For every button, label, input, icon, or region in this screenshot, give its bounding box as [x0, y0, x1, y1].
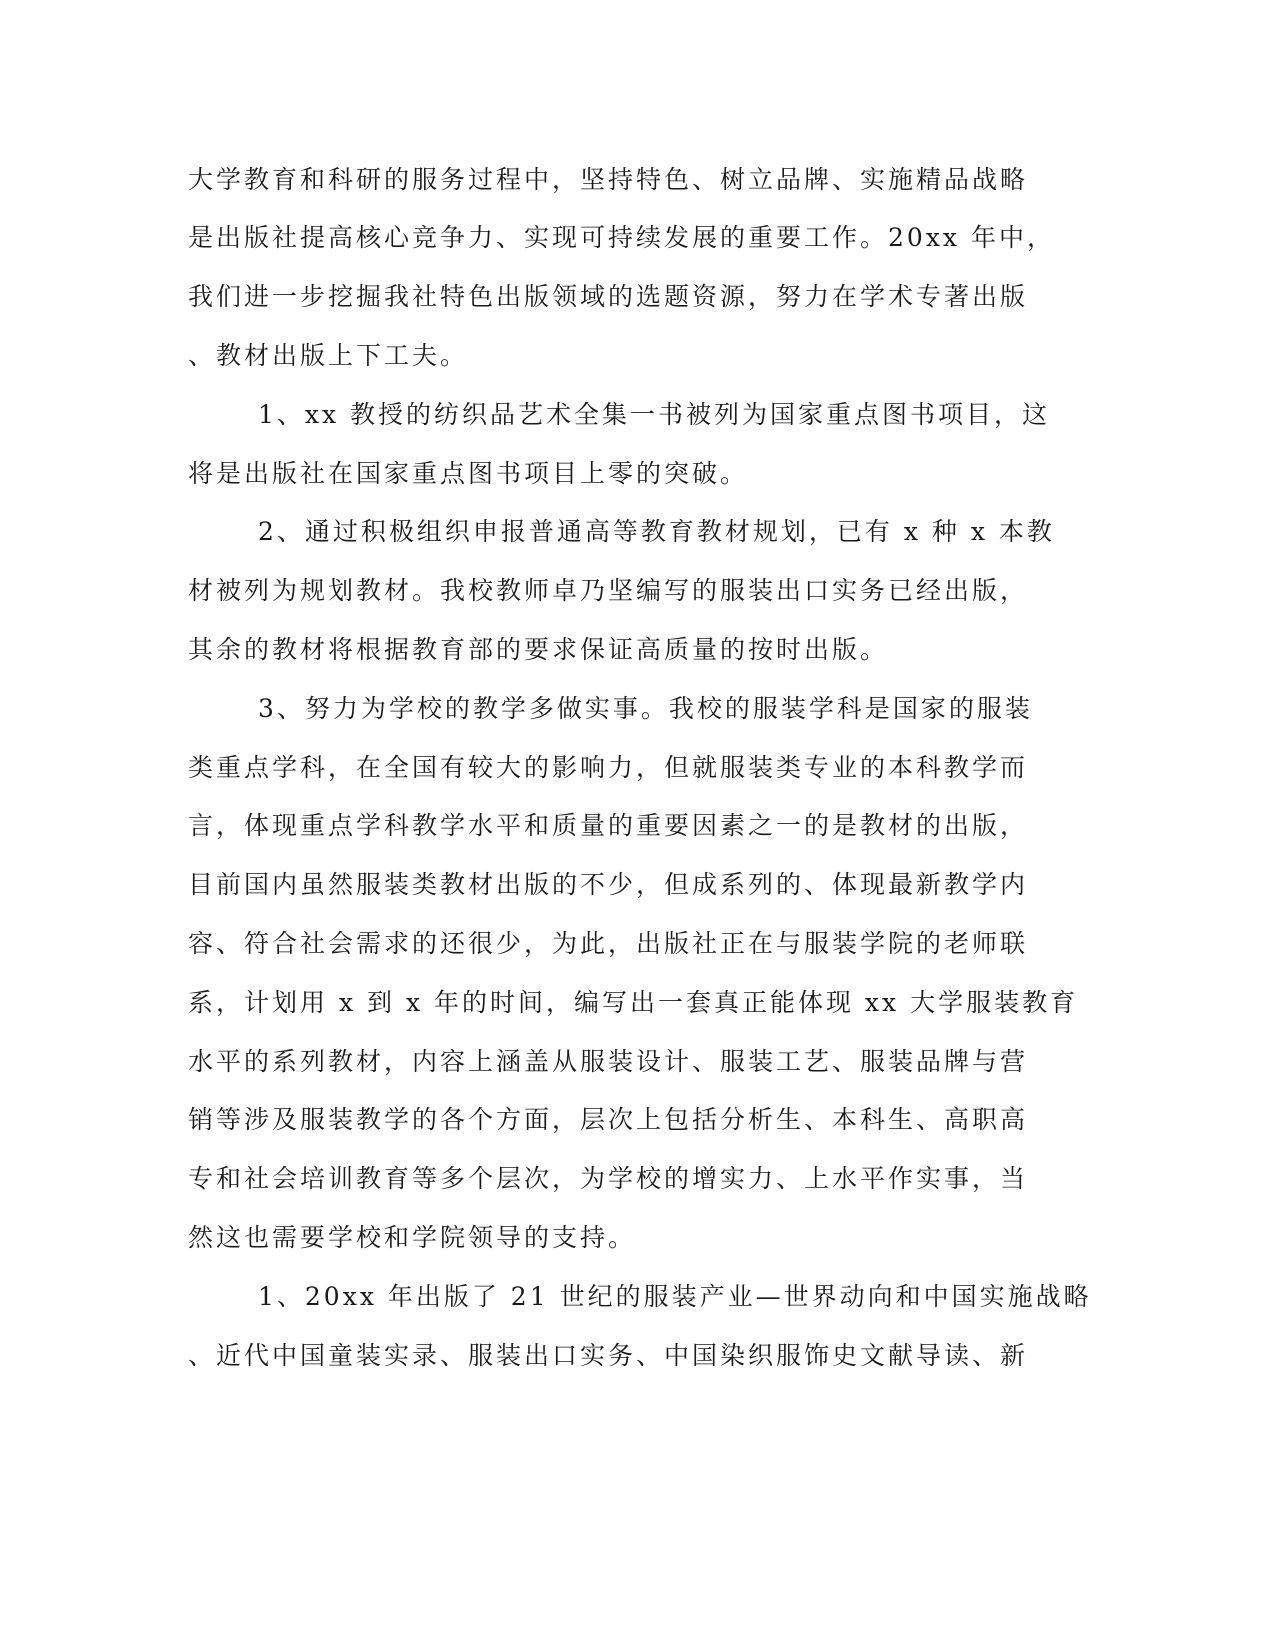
text-line: 2、通过积极组织申报普通高等教育教材规划，已有 x 种 x 本教 — [258, 517, 1055, 546]
text-line: 材被列为规划教材。我校教师卓乃坚编写的服装出口实务已经出版， — [188, 576, 1029, 605]
text-line: 将是出版社在国家重点图书项目上零的突破。 — [188, 459, 749, 488]
text-line: 是出版社提高核心竞争力、实现可持续发展的重要工作。20xx 年中， — [188, 223, 1055, 252]
text-line: 大学教育和科研的服务过程中，坚持特色、树立品牌、实施精品战略 — [188, 165, 1029, 194]
text-line: 目前国内虽然服装类教材出版的不少，但成系列的、体现最新教学内 — [188, 870, 1029, 899]
text-line: 言，体现重点学科教学水平和质量的重要因素之一的是教材的出版， — [188, 811, 1029, 840]
text-line: 、近代中国童装实录、服装出口实务、中国染织服饰史文献导读、新 — [188, 1341, 1029, 1370]
text-line: 水平的系列教材，内容上涵盖从服装设计、服装工艺、服装品牌与营 — [188, 1047, 1029, 1076]
text-line: 我们进一步挖掘我社特色出版领域的选题资源，努力在学术专著出版 — [188, 282, 1029, 311]
text-line: 容、符合社会需求的还很少，为此，出版社正在与服装学院的老师联 — [188, 929, 1029, 958]
text-line: 1、xx 教授的纺织品艺术全集一书被列为国家重点图书项目，这 — [258, 400, 1051, 429]
text-line: 3、努力为学校的教学多做实事。我校的服装学科是国家的服装 — [258, 694, 1033, 723]
text-line: 销等涉及服装教学的各个方面，层次上包括分析生、本科生、高职高 — [188, 1105, 1029, 1134]
text-line: 然这也需要学校和学院领导的支持。 — [188, 1223, 637, 1252]
text-line: 类重点学科，在全国有较大的影响力，但就服装类专业的本科教学而 — [188, 753, 1029, 782]
text-line: 1、20xx 年出版了 21 世纪的服装产业—世界动向和中国实施战略 — [258, 1282, 1092, 1311]
text-line: 系，计划用 x 到 x 年的时间，编写出一套真正能体现 xx 大学服装教育 — [188, 988, 1079, 1017]
text-line: 专和社会培训教育等多个层次，为学校的增实力、上水平作实事，当 — [188, 1164, 1029, 1193]
text-line: 、教材出版上下工夫。 — [188, 341, 469, 370]
text-line: 其余的教材将根据教育部的要求保证高质量的按时出版。 — [188, 635, 889, 664]
